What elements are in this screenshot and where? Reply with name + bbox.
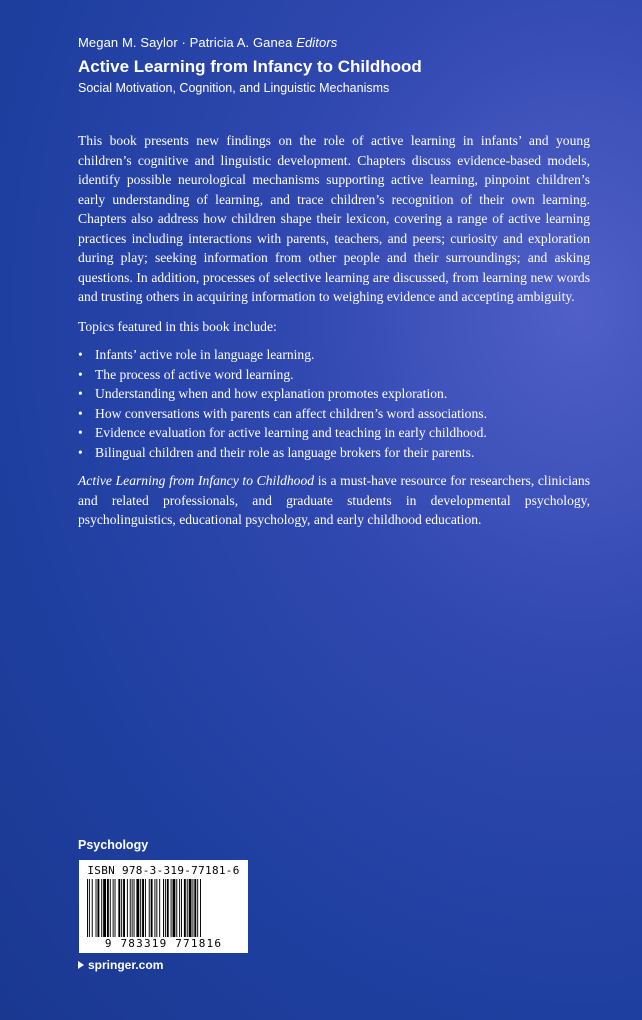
editor-names: Megan M. Saylor · Patricia A. Ganea xyxy=(78,35,293,50)
isbn-digits: 9 783319 771816 xyxy=(104,937,223,950)
barcode-icon xyxy=(85,879,242,937)
editors-role: Editors xyxy=(296,35,338,50)
list-item: • Bilingual children and their role as language brokers for their parents. xyxy=(78,443,590,463)
bullet-icon: • xyxy=(78,425,83,440)
list-item: • Understanding when and how explanation promotes exploration. xyxy=(78,384,590,404)
bullet-icon: • xyxy=(78,405,83,421)
book-title: Active Learning from Infancy to Childhood xyxy=(78,57,422,76)
editors-line xyxy=(78,34,618,52)
topics-list xyxy=(78,345,590,462)
publisher-link[interactable] xyxy=(78,958,163,972)
bullet-icon: • xyxy=(78,347,83,362)
list-item: • The process of active word learning. xyxy=(78,365,590,385)
closing-paragraph xyxy=(78,471,590,530)
publisher-url: springer.com xyxy=(88,958,164,972)
list-item: • Evidence evaluation for active learning and teaching in early childhood. xyxy=(78,423,590,443)
cover-header xyxy=(78,34,618,97)
isbn-label: ISBN 978-3-319-77181-6 xyxy=(87,864,240,877)
blurb-paragraph: This book presents new findings on the role of active learning in infants’ and young children’s cognitive and linguistic development. Chapters discuss evidence-based models, identify possible neurological mechanisms supporting active learning, pinpoint children’s early understanding of learning, and trace children’s recognition of their own learning. Chapters also address how children shape their lexicon, covering a range of active learning practices including interactions with parents, teachers, and peers; curiosity and exploration during play; seeking information from other people and their surroundings; and asking questions. In addition, processes of selective learning are discussed, from learning new words and trusting others in acquiring information to weighing evidence and accepting ambiguity. xyxy=(78,133,590,304)
closing-book-title: Active Learning from Infancy to Childhood xyxy=(78,473,315,488)
list-item: • Infants’ active role in language learning. xyxy=(78,345,590,365)
bullet-icon: • xyxy=(78,444,83,460)
subject-category: Psychology xyxy=(78,838,149,852)
topics-intro: Topics featured in this book include: xyxy=(78,318,277,334)
bullet-icon: • xyxy=(78,386,83,401)
closing-text: is a must-have resource for researchers, clinicians and related professionals, and graduate students in developmental psychology, psycholinguistics, educational psychology, and early childhood education. xyxy=(78,473,590,527)
book-subtitle: Social Motivation, Cognition, and Linguistic Mechanisms xyxy=(78,81,390,95)
bullet-icon: • xyxy=(78,366,83,382)
isbn-barcode xyxy=(79,860,248,953)
description xyxy=(78,131,590,530)
arrow-right-icon xyxy=(78,961,84,969)
list-item: • How conversations with parents can affect children’s word associations. xyxy=(78,404,590,424)
